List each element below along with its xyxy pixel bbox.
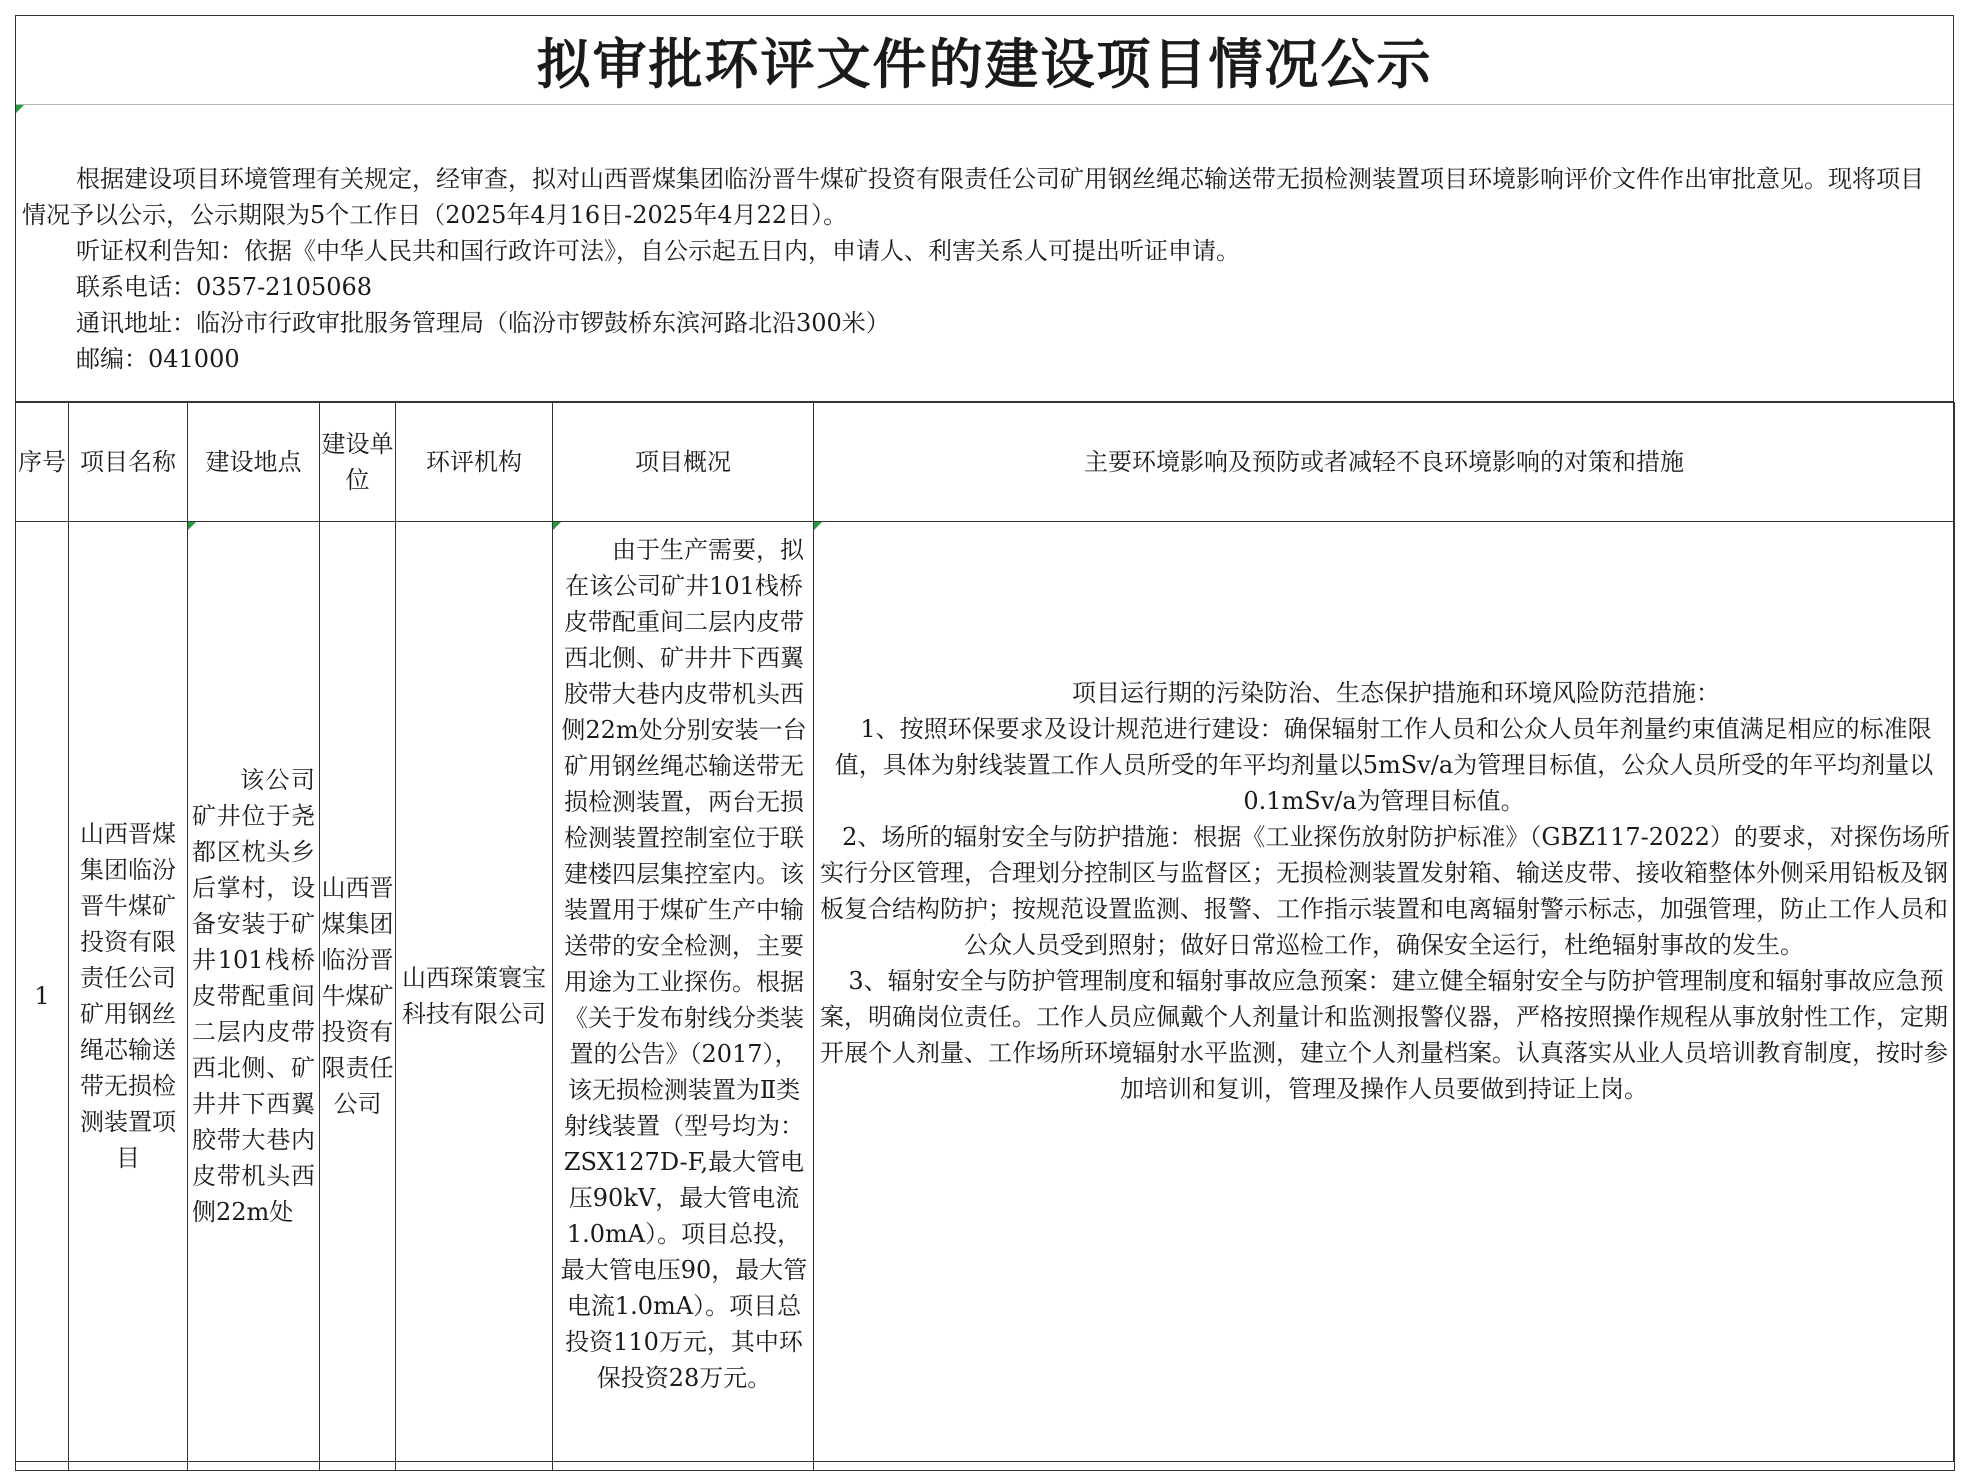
cell-name: 山西晋煤集团临汾晋牛煤矿投资有限责任公司矿用钢丝绳芯输送带无损检测装置项目 (69, 522, 188, 1471)
cell-overview (553, 522, 814, 1471)
cell-location-text: 该公司矿井位于尧都区枕头乡后掌村，设备安装于矿井101栈桥皮带配重间二层内皮带西北侧、矿井井下西翼胶带大巷内皮带机头西侧22m处 (192, 766, 315, 1226)
cell-comment-marker (188, 522, 196, 530)
cell-overview-text: 由于生产需要，拟在该公司矿井101栈桥皮带配重间二层内皮带西北侧、矿井井下西翼胶带大巷内皮带机头西侧22m处分别安装一台矿用钢丝绳芯输送带无损检测装置，两台无损检测装置控制室位于联建楼四层集控室内。该装置用于煤矿生产中输送带的安全检测，主要用途为工业探伤。根据《关于发布射线分类装置的公告》（2017），该无损检测装置为Ⅱ类射线装置（型号均为：ZSX127D-F,最大管电压90kV，最大管电流1.0mA）。项目总投，最大管电压90，最大管电流1.0mA）。项目总投资110万元，其中环保投资28万元。 (560, 536, 808, 1392)
measures-item-1: 1、按照环保要求及设计规范进行建设：确保辐射工作人员和公众人员年剂量约束值满足相应的标准限值，具体为射线装置工作人员所受的年平均剂量以5mSv/a为管理目标值，公众人员所受的年平均剂量以0.1mSv/a为管理目标值。 (834, 715, 1934, 815)
hearing-notice: 听证权利告知：依据《中华人民共和国行政许可法》，自公示起五日内，申请人、利害关系人可提出听证申请。 (76, 237, 1240, 265)
title-row (16, 16, 1953, 105)
project-table (15, 402, 1955, 1471)
measures-spacer (814, 1107, 1954, 1317)
header-location: 建设地点 (188, 403, 320, 522)
cell-location (188, 522, 320, 1471)
cell-seq: 1 (16, 522, 69, 1471)
table-row (16, 522, 1955, 1471)
notice-paragraph: 根据建设项目环境管理有关规定，经审查，拟对山西晋煤集团临汾晋牛煤矿投资有限责任公司矿用钢丝绳芯输送带无损检测装置项目环境影响评价文件作出审批意见。现将项目情况予以公示，公示期限为5个工作日（2025年4月16日-2025年4月22日）。 (22, 165, 1924, 229)
contact-postcode: 邮编：041000 (76, 345, 240, 373)
header-agency: 环评机构 (396, 403, 553, 522)
notice-sheet (15, 15, 1954, 1462)
notice-section (16, 105, 1953, 402)
contact-address: 通讯地址：临汾市行政审批服务管理局（临汾市锣鼓桥东滨河路北沿300米） (76, 309, 890, 337)
table-header-row (16, 403, 1955, 522)
cell-comment-marker (814, 522, 822, 530)
header-name: 项目名称 (69, 403, 188, 522)
header-seq: 序号 (16, 403, 69, 522)
measures-intro: 项目运行期的污染防治、生态保护措施和环境风险防范措施： (1072, 679, 1720, 707)
cell-agency: 山西琛策寰宝科技有限公司 (396, 522, 553, 1471)
cell-comment-marker (553, 522, 561, 530)
contact-phone: 联系电话：0357-2105068 (76, 273, 373, 301)
cell-measures (814, 522, 1955, 1471)
header-overview: 项目概况 (553, 403, 814, 522)
measures-item-2: 2、场所的辐射安全与防护措施：根据《工业探伤放射防护标准》（GBZ117-2022）的要求，对探伤场所实行分区管理，合理划分控制区与监督区；无损检测装置发射箱、输送皮带、接收箱整体外侧采用铅板及钢板复合结构防护；按规范设置监测、报警、工作指示装置和电离辐射警示标志，加强管理，防止工作人员和公众人员受到照射；做好日常巡检工作，确保安全运行，杜绝辐射事故的发生。 (820, 823, 1950, 959)
measures-item-3: 3、辐射安全与防护管理制度和辐射事故应急预案：建立健全辐射安全与防护管理制度和辐射事故应急预案，明确岗位责任。工作人员应佩戴个人剂量计和监测报警仪器，严格按照操作规程从事放射性工作，定期开展个人剂量、工作场所环境辐射水平监测，建立个人剂量档案。认真落实从业人员培训教育制度，按时参加培训和复训，管理及操作人员要做到持证上岗。 (820, 967, 1948, 1103)
header-measures: 主要环境影响及预防或者减轻不良环境影响的对策和措施 (814, 403, 1955, 522)
cell-unit: 山西晋煤集团临汾晋牛煤矿投资有限责任公司 (320, 522, 396, 1471)
header-unit: 建设单位 (320, 403, 396, 522)
page-title: 拟审批环评文件的建设项目情况公示 (536, 31, 1433, 96)
